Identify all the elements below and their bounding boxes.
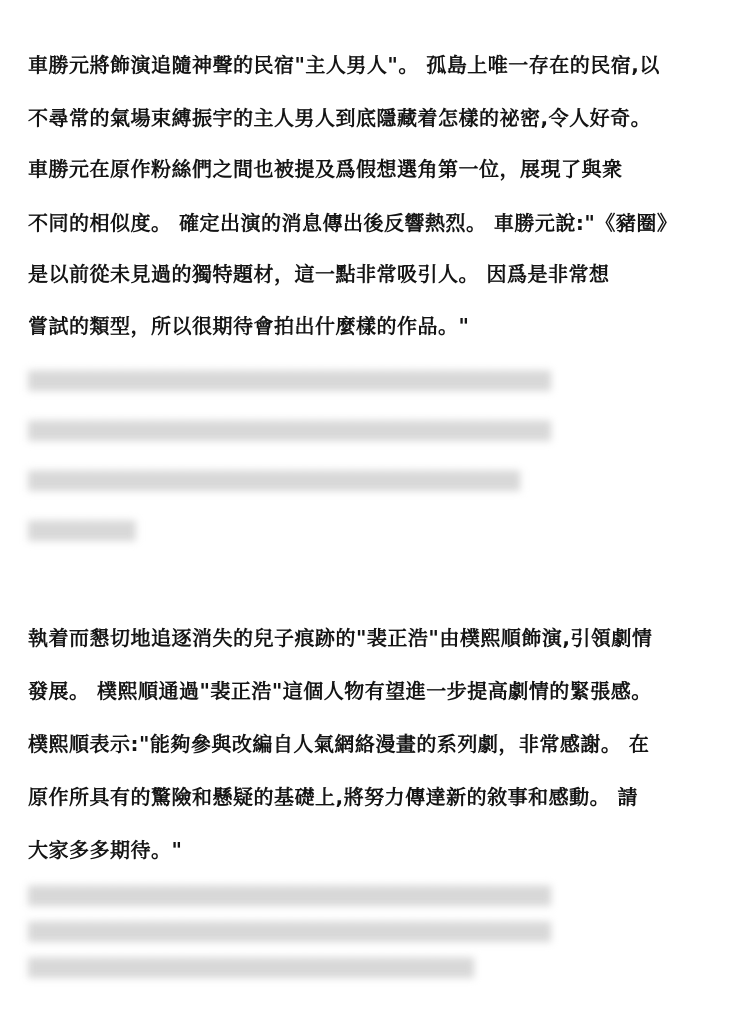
paragraph-1-line-2: 不尋常的氣場束縛振宇的主人男人到底隱藏着怎樣的祕密,令人好奇。	[28, 106, 652, 130]
faded-text-block-2: ▇▇▇▇▇▇▇▇▇▇▇▇▇▇▇▇▇▇▇▇▇▇▇▇▇▇▇▇▇▇▇▇▇▇ ▇▇▇▇▇▇▇▇▇▇▇▇▇▇▇▇▇▇▇▇▇▇▇▇▇▇▇▇▇▇▇▇▇▇ ▇▇▇▇▇▇▇▇▇▇▇▇▇▇▇▇▇▇▇▇▇▇▇▇▇▇▇▇▇	[28, 882, 551, 978]
paragraph-2-line-2: 發展。 樸熙順通過"裴正浩"這個人物有望進一步提高劇情的緊張感。	[28, 679, 652, 703]
paragraph-2-line-5: 大家多多期待。"	[28, 838, 183, 862]
paragraph-2-line-1: 執着而懇切地追逐消失的兒子痕跡的"裴正浩"由樸熙順飾演,引領劇情	[28, 626, 653, 650]
paragraph-1-line-4: 不同的相似度。 確定出演的消息傳出後反響熱烈。 車勝元說:"《豬圈》	[28, 211, 678, 235]
paragraph-1-line-3: 車勝元在原作粉絲們之間也被提及爲假想選角第一位，展現了與衆	[28, 157, 623, 181]
paragraph-1-line-6: 嘗試的類型，所以很期待會拍出什麼樣的作品。"	[28, 314, 470, 338]
paragraph-1-line-5: 是以前從未見過的獨特題材，這一點非常吸引人。 因爲是非常想	[28, 262, 610, 286]
faded-text-block-1: ▇▇▇▇▇▇▇▇▇▇▇▇▇▇▇▇▇▇▇▇▇▇▇▇▇▇▇▇▇▇▇▇▇▇ ▇▇▇▇▇▇▇▇▇▇▇▇▇▇▇▇▇▇▇▇▇▇▇▇▇▇▇▇▇▇▇▇▇▇ ▇▇▇▇▇▇▇▇▇▇▇▇▇▇▇▇▇▇▇▇▇▇▇▇▇▇▇▇▇▇▇▇ ▇▇▇▇▇▇▇	[28, 367, 551, 541]
paragraph-2-line-4: 原作所具有的驚險和懸疑的基礎上,將努力傳達新的敘事和感動。 請	[28, 785, 639, 809]
paragraph-1-line-1: 車勝元將飾演追隨神聲的民宿"主人男人"。 孤島上唯一存在的民宿,以	[28, 53, 660, 77]
paragraph-2-line-3: 樸熙順表示:"能夠參與改編自人氣網絡漫畫的系列劇，非常感謝。 在	[28, 732, 650, 756]
